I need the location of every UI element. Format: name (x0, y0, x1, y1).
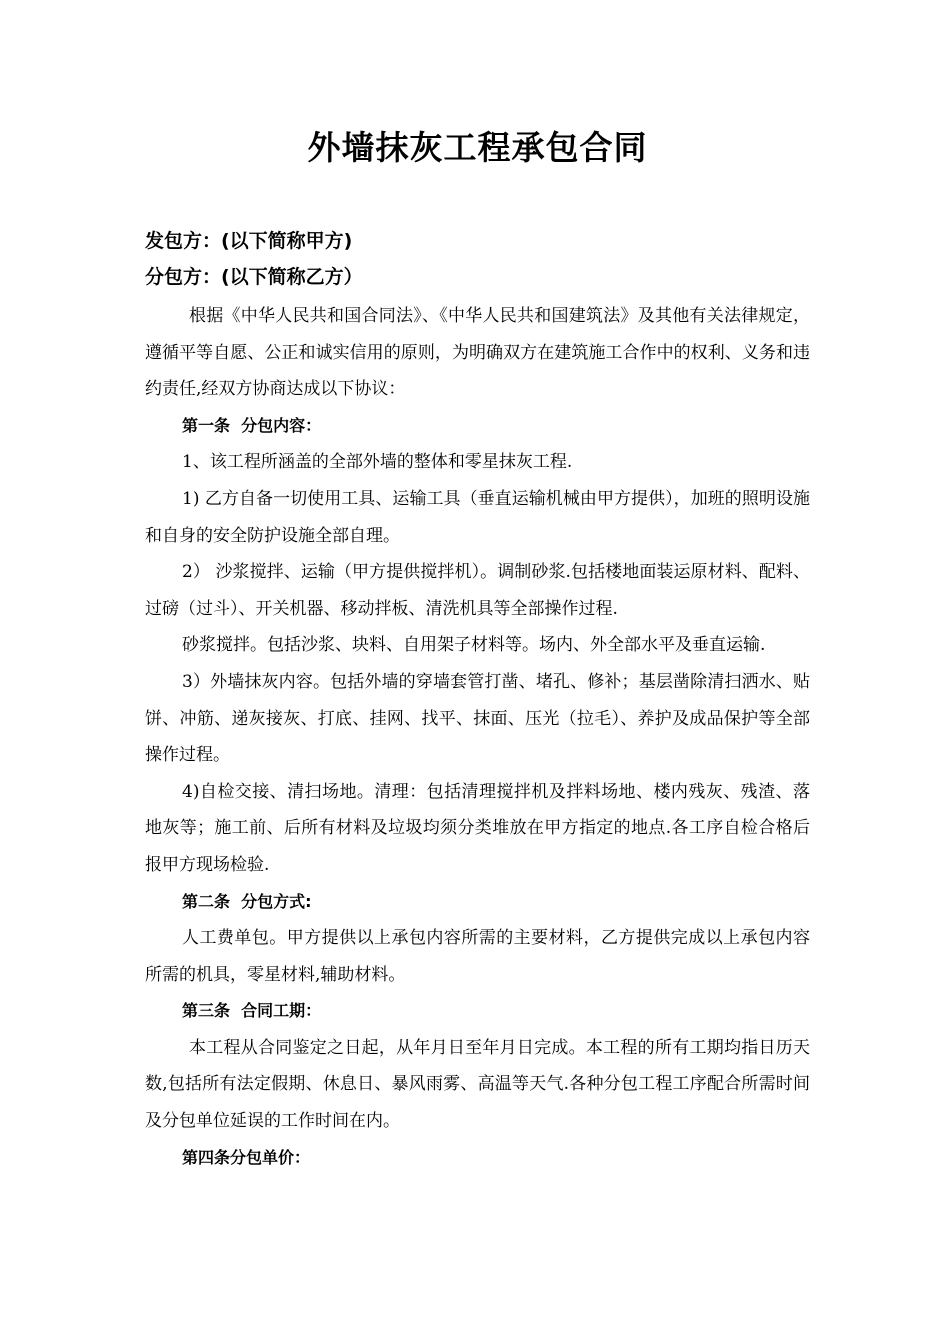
employer-line: 发包方：(以下简称甲方) (145, 230, 353, 252)
contract-body (145, 298, 810, 1176)
clause-paragraph: 本工程从合同鉴定之日起，从年月日至年月日完成。本工程的所有工期均指日历天数,包括所有法定假期、休息日、暴风雨雾、高温等天气.各种分包工程工序配合所需时间及分包单位延误的工作时间在内。 (145, 1037, 810, 1132)
clause-paragraph: 3）外墙抹灰内容。包括外墙的穿墙套管打凿、堵孔、修补；基层凿除清扫洒水、贴饼、冲筋、递灰接灰、打底、挂网、找平、抹面、压光（拉毛）、养护及成品保护等全部操作过程。 (145, 671, 810, 766)
clause-paragraph: 1、该工程所涵盖的全部外墙的整体和零星抹灰工程. (182, 452, 573, 473)
clause-paragraph: 4)自检交接、清扫场地。清理：包括清理搅拌机及拌料场地、楼内残灰、残渣、落地灰等；施工前、后所有材料及垃圾均须分类堆放在甲方指定的地点.各工序自检合格后报甲方现场检验. (145, 781, 810, 875)
article-2-heading: 第二条 分包方式: (182, 891, 312, 911)
clause-paragraph: 砂浆搅拌。包括沙浆、块料、自用架子材料等。场内、外全部水平及垂直运输. (182, 635, 766, 656)
article-3-heading: 第三条 合同工期： (182, 1001, 322, 1021)
article-4-heading: 第四条分包单价： (182, 1147, 311, 1167)
article-1-heading: 第一条 分包内容： (182, 415, 322, 435)
document-title: 外墙抹灰工程承包合同 (307, 128, 648, 167)
clause-paragraph: 人工费单包。甲方提供以上承包内容所需的主要材料，乙方提供完成以上承包内容所需的机具，零星材料,辅助材料。 (145, 928, 810, 985)
preamble-paragraph: 根据《中华人民共和国合同法》、《中华人民共和国建筑法》及其他有关法律规定，遵循平等自愿、公正和诚实信用的原则，为明确双方在建筑施工合作中的权利、义务和违约责任,经双方协商达成以下协议： (145, 306, 810, 400)
clause-paragraph: 2） 沙浆搅拌、运输（甲方提供搅拌机）。调制砂浆.包括楼地面装运原材料、配料、过磅（过斗）、开关机器、移动拌板、清洗机具等全部操作过程. (145, 562, 810, 619)
subcontractor-line: 分包方：(以下简称乙方） (145, 266, 363, 288)
clause-paragraph: 1) 乙方自备一切使用工具、运输工具（垂直运输机械由甲方提供），加班的照明设施和自身的安全防护设施全部自理。 (145, 488, 810, 546)
